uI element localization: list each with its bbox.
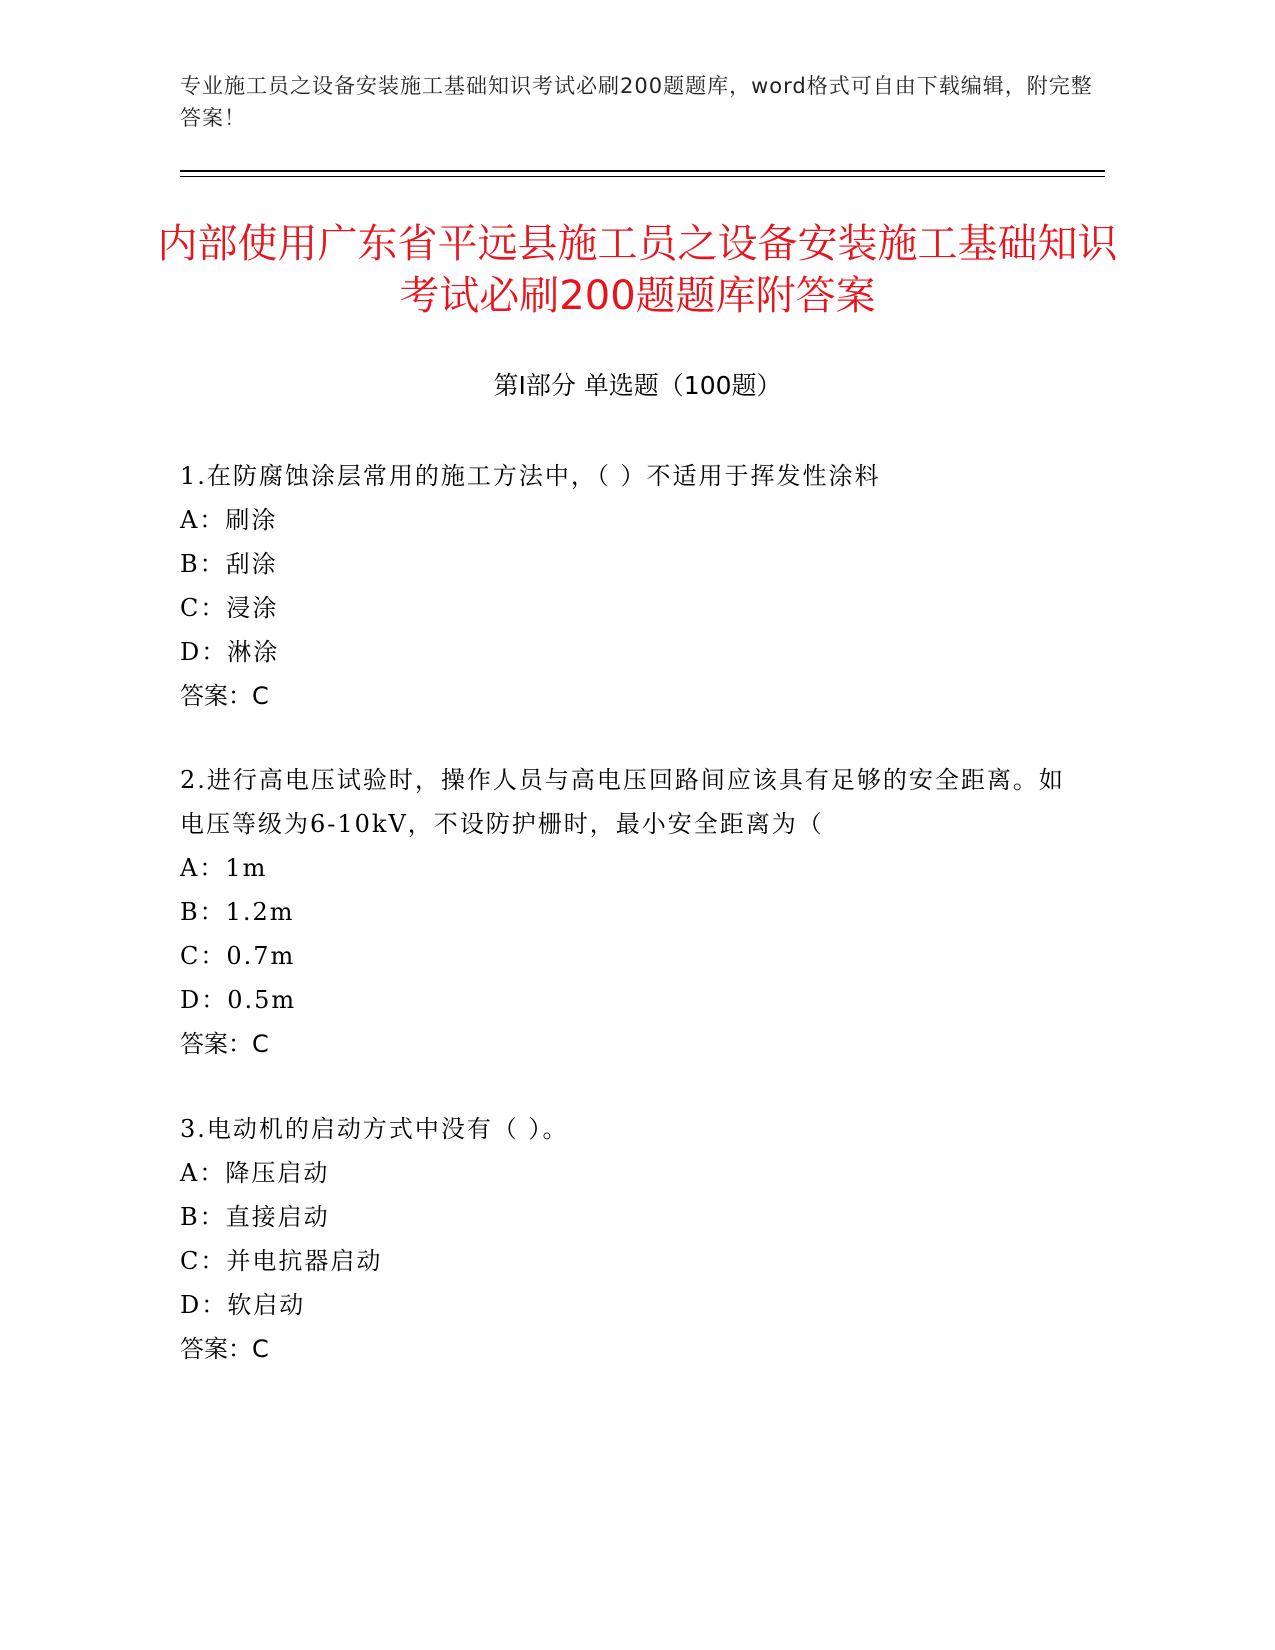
question-stem: 2.进行高电压试验时，操作人员与高电压回路间应该具有足够的安全距离。如电压等级为6-10kV，不设防护栅时，最小安全距离为（: [180, 766, 1065, 838]
option-a: A：1m: [180, 854, 268, 882]
document-title: 内部使用广东省平远县施工员之设备安装施工基础知识考试必刷200题题库附答案: [157, 221, 1118, 319]
question-1: [180, 454, 1080, 718]
option-b: B：刮涂: [180, 550, 278, 578]
option-b: B：1.2m: [180, 898, 295, 926]
section-title: 第Ⅰ部分 单选题（100题）: [493, 371, 782, 400]
question-stem: 3.电动机的启动方式中没有（ ）。: [180, 1115, 569, 1143]
option-a: A：刷涂: [180, 506, 278, 534]
option-d: D：0.5m: [180, 986, 297, 1014]
option-c: C：并电抗器启动: [180, 1247, 383, 1275]
header-divider-thick: [180, 170, 1105, 172]
option-d: D：淋涂: [180, 638, 280, 666]
answer: 答案：C: [180, 1030, 269, 1058]
option-d: D：软启动: [180, 1291, 306, 1319]
option-a: A：降压启动: [180, 1159, 330, 1187]
answer: 答案：C: [180, 1335, 269, 1363]
header-note: 专业施工员之设备安装施工基础知识考试必刷200题题库，word格式可自由下载编辑，附完整答案！: [180, 74, 1093, 130]
question-2: [180, 758, 1080, 1066]
question-3: [180, 1107, 1080, 1371]
answer: 答案：C: [180, 682, 269, 710]
option-b: B：直接启动: [180, 1203, 330, 1231]
question-stem: 1.在防腐蚀涂层常用的施工方法中，（ ）不适用于挥发性涂料: [180, 462, 881, 490]
option-c: C：浸涂: [180, 594, 279, 622]
option-c: C：0.7m: [180, 942, 296, 970]
header-divider-thin: [180, 176, 1105, 177]
